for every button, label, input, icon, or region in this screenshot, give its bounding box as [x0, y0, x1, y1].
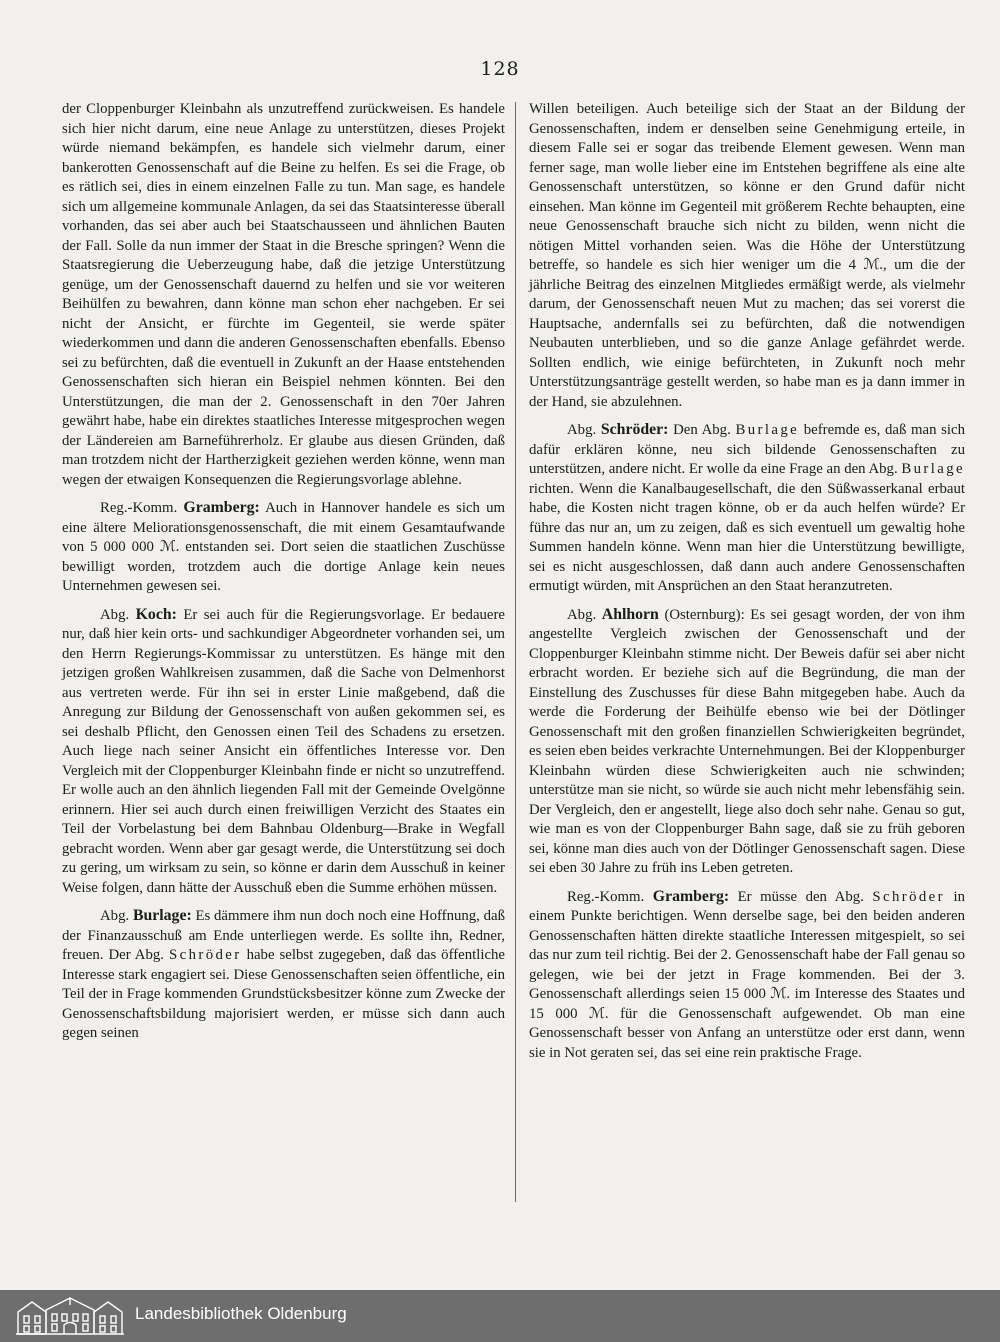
paragraph: der Cloppenburger Kleinbahn als unzutreffend zurückweisen. Es handele sich hier nicht darum, eine neue Anlage zu unterstützen, dieses Projekt würde niemand bekämpfen, es handele sich vielmehr darum, einer bankerotten Genossenschaft auf die Beine zu helfen. Es sei die Frage, ob es rätlich sei, dies in einem einzelnen Falle zu tun. Man sage, es handele sich um allgemeine kommunale Anlagen, da sei das Staatsinteresse überall vorhanden, das sei aber auch bei Staatschausseen und ähnlichen Bauten der Fall. Solle da nun immer der Staat in die Bresche springen? Wenn die Staatsregierung die Ueberzeugung habe, daß die jetzige Unterstützung genüge, um der Genossenschaft dauernd zu helfen und sie vor weiteren Beihülfen zu bewahren, dann könne man schon eher nachgeben. Er sei nicht der Ansicht, er fürchte im Gegenteil, sie werde später wiederkommen und dann die anderen Genossenschaften ebenfalls. Ebenso sei zu befürchten, daß die eventuell in Zukunft an der Haase entstehenden Genossenschaften sich hieran ein Beispiel nehmen könnten. Bei den Unterstützungen, die man der 2. Genossenschaft in den 70er Jahren gewährt habe, habe ein direktes staatliches Interesse mitgesprochen wegen der Ländereien am Barneführerholz. Er glaube aus diesen Gründen, daß man trotzdem nicht der Hartherzigkeit geziehen werden könne, wenn man wegen der etwaigen Konsequenzen die Regierungsvorlage ablehne.: [62, 101, 505, 488]
paragraph: [529, 605, 965, 879]
paragraph-text: in einem Punkte berichtigen. Wenn derselbe sage, bei den beiden anderen Genossenschaften hätten direkte staatliche Interessen mitgespielt, so sei das nur zum teil richtig. Bei der 2. Genossenschaft habe der Fall genau so gelegen, wie bei der jetzt in Frage kommenden. Bei der 3. Genossenschaft allerdings seien 15 000 ℳ. im Interesse des Staates und 15 000 ℳ. für die Genossenschaft aufgewendet. Ob man eine Genossenschaft besser von Anfang an unterstütze oder erst dann, wenn sie in Not geraten sei, das sei eine rein praktische Frage.: [529, 888, 966, 1061]
paragraph: [529, 887, 965, 1064]
paragraph-text: richten. Wenn die Kanalbaugesellschaft, die den Süßwasserkanal erbaut habe, die Kosten nicht tragen könne, ob er da auch helfen würde? Er führe das nur an, um zu zeigen, daß es sich eventuell um gewaltig hohe Summen handeln könne. Wenn man hier die Unterstützung bewilligte, sei es nicht ausgeschlossen, daß dann auch andere Genossenschaften ermutigt würden, mit Ansprüchen an den Staat heranzutreten.: [529, 480, 965, 594]
speaker-name: Gramberg:: [183, 499, 260, 516]
paragraph-text: habe selbst zugegeben, daß das öffentliche Interesse stark engagiert sei. Diese Genossenschaften seien öffentliche, ein Teil der in Frage kommenden Grundstücksbesitzer könne zum Zwecke der Genossenschaftsbildung majorisiert werden, er müsse sich dann auch gegen seinen: [62, 947, 505, 1041]
speaker-prefix: Abg.: [567, 606, 597, 623]
paragraph-text: befremde es, daß man sich dafür erklären könne, neu sich bildende Genossenschaften zu unterstützen, andere nicht. Er wolle da eine Frage an den Abg.: [529, 422, 965, 477]
paragraph-text: Es dämmere ihm nun doch noch eine Hoffnung, daß der Finanzausschuß am Ende unterliegen werde. Es sollte ihn, Redner, freuen. Der Abg.: [62, 908, 505, 963]
paragraph-text: (Osternburg): Es sei gesagt worden, der von ihm angestellte Vergleich zwischen der Genossenschaft und der Cloppenburger Kleinbahn stimme nicht. Der Beweis dafür sei aber nicht erbracht worden. Er beziehe sich auf die Begründung, die man der Einstellung des Zuschusses für diese Bahn mitgegeben habe. Auch da werde die Forderung der Beihülfe ebenso wie bei der Dötlinger Genossenschaft mit den großen finanziellen Schwierigkeiten begründet, es seien eben beides verkrachte Unternehmungen. Bei der Kloppenburger Kleinbahn würden diese Schwierigkeiten auch nie schwinden; unterstütze man sie nicht, so würde sie auch nicht mehr lebensfähig sein. Der Vergleich, den er angestellt, liege also doch sehr nahe. Genau so gut, wie man es von der Cloppenburger Bahn sage, daß sie zu früh geboren sei, könne man dies auch von der Dötlinger Genossenschaft sagen. Diese sei eben 30 Jahre zu früh ins Leben getreten.: [529, 606, 965, 876]
speaker-prefix: Reg.-Komm.: [100, 500, 178, 516]
speaker-prefix: Reg.-Komm.: [567, 888, 645, 905]
speaker-name: Schröder:: [600, 421, 669, 438]
library-name: Landesbibliothek Oldenburg: [135, 1304, 347, 1323]
referenced-name: Burlage: [735, 422, 800, 438]
paragraph: [62, 906, 505, 1044]
speaker-prefix: Abg.: [100, 908, 130, 924]
left-column: [62, 100, 505, 1052]
paragraph-text: Den Abg.: [668, 422, 736, 438]
right-column: [529, 100, 965, 1071]
paragraph: [62, 498, 505, 597]
referenced-name: Schröder: [168, 947, 242, 963]
speaker-name: Ahlhorn: [601, 605, 659, 623]
speaker-name: Burlage:: [132, 907, 192, 924]
paragraph-text: Auch in Hannover handele es sich um eine ältere Meliorationsgenossenschaft, die mit einem Gesamtaufwande von 5 000 000 ℳ. entstanden sei. Dort seien die staatlichen Zuschüsse bewilligt worden, trotzdem auch die dortige Anlage kein neues Unternehmen gewesen sei.: [62, 500, 505, 594]
referenced-name: Burlage: [901, 461, 965, 477]
paragraph-text: Er sei auch für die Regierungsvorlage. Er bedauere nur, daß hier kein orts- und sachkundiger Abgeordneter vorhanden sei, um den Herrn Regierungs-Kommissar zu unterstützen. Es hänge mit den jetzigen großen Wahlkreisen zusammen, daß die Sache von Delmenhorst aus vertreten werde. Für ihn sei in erster Linie maßgebend, daß die Anregung zur Bildung der Genossenschaft von außen gekommen sei, es sei deshalb Pflicht, den Genossen einen Teil des Schadens zu ersetzen. Auch liege nach seiner Ansicht ein öffentliches Interesse vor. Den Vergleich mit der Cloppenburger Kleinbahn finde er nicht so unzutreffend. Er wolle auch an den ähnlich liegenden Fall mit der Gemeinde Ovelgönne erinnern. Hier sei auch durch einen freiwilligen Verzicht des Staates ein Teil der Vorbelastung bei dem Bahnbau Oldenburg—Brake in Wegfall gebracht worden. Wenn aber gar gesagt werde, die Unterstützung sei doch zu gering, um wirksam zu sein, so könne er darin dem Ausschuß in keiner Weise folgen, dann hätte der Ausschuß eben die Summe erhöhen müssen.: [62, 606, 505, 896]
paragraph: Willen beteiligen. Auch beteilige sich der Staat an der Bildung der Genossenschaften, indem er denselben seine Genehmigung erteile, in diesem Falle sei er sogar das treibende Element gewesen. Wenn man ferner sage, man wolle lieber eine im Entstehen begriffene als eine alte Genossenschaft unterstützen, so könne er den Grund dafür nicht einsehen. Man könne im Gegenteil mit größerem Rechte behaupten, eine neue Genossenschaft brauche sich nicht zu bilden, wenn nicht die nötigen Mittel vorhanden seien. Was die Höhe der Unterstützung betreffe, so handele es sich hier weniger um die 4 ℳ., um die der jährliche Beitrag des einzelnen Mitgliedes ermäßigt werde, als vielmehr darum, der Genossenschaft neuen Mut zu machen; das sei vorerst die Hauptsache, andernfalls sei zu befürchten, daß die notwendigen Neubauten unterblieben, und so die ganze Anlage gefährdet werde. Sollten endlich, wie einige befürchteten, in Zukunft noch mehr Unterstützungsanträge gestellt werden, so habe man es ja dann immer in der Hand, sie abzulehnen.: [529, 101, 965, 410]
referenced-name: Schröder: [872, 888, 945, 905]
speaker-prefix: Abg.: [567, 422, 597, 438]
paragraph-text: Er müsse den Abg.: [729, 888, 873, 905]
column-divider: [515, 102, 516, 1202]
speaker-name: Gramberg:: [652, 887, 730, 905]
speaker-name: Koch:: [135, 605, 177, 623]
library-building-icon: [14, 1296, 126, 1340]
paragraph: [62, 605, 505, 899]
page-number: 128: [480, 58, 520, 80]
speaker-prefix: Abg.: [100, 606, 130, 623]
library-footer-bar: [0, 1290, 1000, 1342]
paragraph: [529, 420, 965, 597]
